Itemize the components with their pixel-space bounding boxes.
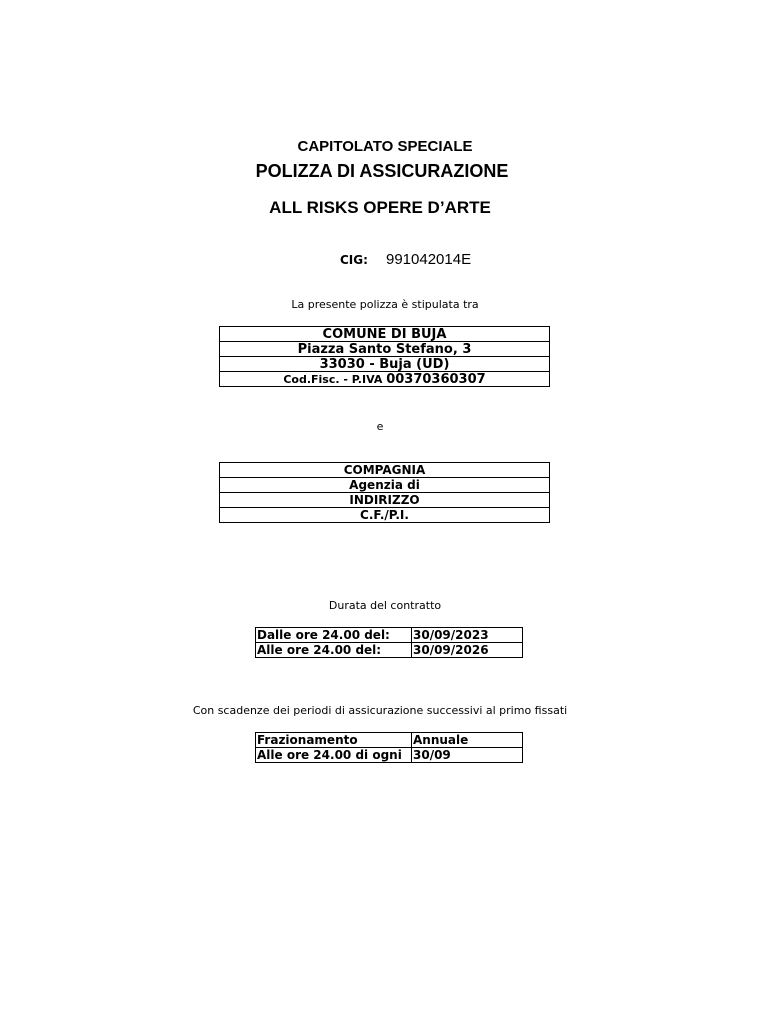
contraente-name: COMUNE DI BUJA	[220, 327, 550, 342]
compagnia-name: COMPAGNIA	[220, 463, 550, 478]
doc-title-polizza: POLIZZA DI ASSICURAZIONE	[255, 161, 509, 181]
table-row	[256, 748, 523, 763]
cig-label: CIG:	[340, 253, 368, 267]
doc-title-capitolato: CAPITOLATO SPECIALE	[297, 138, 473, 155]
durata-start-label: Dalle ore 24.00 del:	[256, 628, 412, 643]
table-row	[256, 733, 523, 748]
contraente-table	[219, 326, 550, 387]
compagnia-address: INDIRIZZO	[220, 493, 550, 508]
doc-title-all-risks: ALL RISKS OPERE D’ARTE	[269, 198, 491, 217]
table-row	[256, 643, 523, 658]
contraente-cf-value: 00370360307	[386, 371, 486, 387]
contraente-cf	[220, 372, 550, 387]
contraente-city: 33030 - Buja (UD)	[220, 357, 550, 372]
contraente-cf-label: Cod.Fisc. - P.IVA	[283, 372, 387, 386]
scadenza-label: Alle ore 24.00 di ogni	[256, 748, 412, 763]
compagnia-cf: C.F./P.I.	[220, 508, 550, 523]
frazionamento-label: Frazionamento	[256, 733, 412, 748]
scadenze-table	[255, 732, 523, 763]
contraente-address: Piazza Santo Stefano, 3	[220, 342, 550, 357]
durata-table	[255, 627, 523, 658]
durata-end-value: 30/09/2026	[412, 643, 523, 658]
scadenze-title: Con scadenze dei periodi di assicurazione successivi al primo fissati	[192, 704, 568, 717]
compagnia-table	[219, 462, 550, 523]
frazionamento-value: Annuale	[412, 733, 523, 748]
scadenza-value: 30/09	[412, 748, 523, 763]
compagnia-agency: Agenzia di	[220, 478, 550, 493]
durata-end-label: Alle ore 24.00 del:	[256, 643, 412, 658]
conjunction-text: e	[376, 420, 384, 433]
cig-value: 991042014E	[386, 251, 472, 268]
durata-start-value: 30/09/2023	[412, 628, 523, 643]
intro-text: La presente polizza è stipulata tra	[291, 298, 479, 311]
durata-title: Durata del contratto	[328, 599, 442, 612]
table-row	[256, 628, 523, 643]
